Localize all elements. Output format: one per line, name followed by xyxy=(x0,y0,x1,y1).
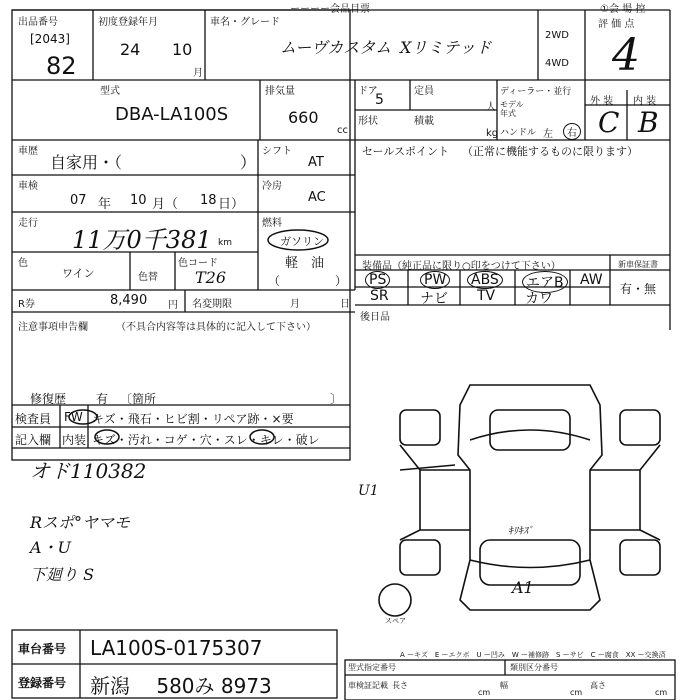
load-unit: kg xyxy=(486,128,499,139)
score-value: 4 xyxy=(612,30,640,81)
handle-label: ハンドル xyxy=(500,128,537,138)
equip-aw: AW xyxy=(580,272,603,288)
car-name-label: 車名・グレード xyxy=(210,17,280,28)
inspection-label: 車検 xyxy=(18,181,38,192)
type-no-label: 型式指定番号 xyxy=(348,663,396,672)
equip-ps: PS xyxy=(365,271,390,289)
spec-label: 車検証記載 xyxy=(348,681,388,690)
exterior-defects: キズ・飛石・ヒビ割・リペア跡・×要 xyxy=(92,412,294,426)
chassis-value: LA100S-0175307 xyxy=(90,636,263,660)
recycle-unit: 円 xyxy=(168,300,178,311)
inspection-day: 18 xyxy=(200,193,217,208)
car-grade: Xリミテッド xyxy=(400,38,492,57)
repair-value: 有 xyxy=(96,392,109,406)
lot-label: 出品番号 xyxy=(18,17,58,28)
dealer-label: ディーラー・並行 xyxy=(500,87,572,97)
mark-u1: U1 xyxy=(358,483,379,499)
name-change-label: 名変期限 xyxy=(192,299,232,310)
equip-airbag: エアB xyxy=(522,271,568,293)
first-reg-month: 10 xyxy=(172,40,193,59)
history-value: 自家用・（ xyxy=(50,153,123,172)
ac-value: AC xyxy=(308,190,326,205)
interior-check-label: 内装 xyxy=(62,433,87,447)
color-label: 色 xyxy=(18,258,28,269)
first-reg-label: 初度登録年月 xyxy=(98,17,158,28)
car-name: ムーヴカスタム xyxy=(280,38,392,57)
equip-pw: PW xyxy=(420,271,450,289)
chassis-label: 車台番号 xyxy=(18,642,67,656)
height-unit: cm xyxy=(655,688,668,697)
repair-bracket-open: 〔箇所 xyxy=(120,392,157,406)
hand-line2: A・U xyxy=(30,538,72,557)
inspector-label: 検査員 xyxy=(15,412,52,426)
first-reg-year: 24 xyxy=(120,40,141,59)
venue-label: ①会 場 控 xyxy=(600,4,646,15)
history-label: 車歴 xyxy=(18,146,38,157)
model-label: 型式 xyxy=(100,86,120,97)
equipment-label: 装備品（純正品に限り○印をつけて下さい） xyxy=(362,261,561,272)
load-label: 積載 xyxy=(414,116,434,127)
ac-label: 冷房 xyxy=(262,181,282,192)
mileage-value: 11万0千381 xyxy=(72,226,212,254)
fuel-diesel: 軽 油 xyxy=(285,256,325,271)
model-year-label: モデル xyxy=(500,100,524,109)
shift-value: AT xyxy=(308,155,324,170)
mark-kiri: ｷﾘｷｽﾞ xyxy=(508,526,533,537)
name-change-day-unit: 日 xyxy=(340,299,350,310)
color-value: ワイン xyxy=(62,267,95,280)
color-code-label: 色コード xyxy=(178,258,218,269)
registration-value: 新潟 580み 8973 xyxy=(90,674,272,698)
equip-tv: TV xyxy=(477,288,496,304)
width-unit: cm xyxy=(570,688,583,697)
damage-legend: A ーキズ E ーエクボ U ー凹み W ー補修跡 S ーサビ C ー腐食 XX ー交換済 xyxy=(400,651,666,659)
rear-seat-label: 後日品 xyxy=(360,312,390,323)
doors-value: 5 xyxy=(375,92,384,108)
repair-label: 修復歴 xyxy=(30,392,67,406)
capacity-label: 定員 xyxy=(414,86,434,97)
shape-label: 形状 xyxy=(358,116,378,127)
lot-code: [2043] xyxy=(30,32,70,46)
first-reg-month-unit: 月 xyxy=(193,68,203,79)
displacement-unit: cc xyxy=(337,125,348,136)
equip-navi: ナビ xyxy=(420,291,448,307)
equip-sr: SR xyxy=(370,288,389,304)
mark-a1: A1 xyxy=(512,578,534,597)
score-label: 評 価 点 xyxy=(598,19,635,30)
color-tint-label: 色替 xyxy=(138,272,158,283)
fuel-gasoline: ガソリン xyxy=(280,235,324,248)
name-change-unit: 月 xyxy=(290,299,300,310)
model-value: DBA-LA100S xyxy=(115,104,229,125)
mileage-label: 走行 xyxy=(18,218,38,229)
class-no-label: 類別区分番号 xyxy=(510,663,558,672)
registration-label: 登録番号 xyxy=(18,676,67,690)
sales-point-hint: （正常に機能するものに限ります） xyxy=(462,145,638,158)
fuel-other-close: ） xyxy=(335,274,348,288)
year-label: 年式 xyxy=(500,109,516,118)
doors-label: ドア xyxy=(358,86,378,97)
drive-4wd: 4WD xyxy=(545,58,569,69)
repair-bracket-close: 〕 xyxy=(330,392,343,406)
inspection-year: 07 xyxy=(70,193,87,208)
inspection-month: 10 xyxy=(130,193,147,208)
recycle-label: R券 xyxy=(18,299,35,310)
mileage-unit: km xyxy=(218,238,232,248)
equip-abs: ABS xyxy=(467,271,503,289)
color-code: T26 xyxy=(195,268,227,287)
form-title: ーーーー会品目票 xyxy=(290,4,370,15)
handle-right: 右 xyxy=(563,123,581,140)
notes-label: 注意事項申告欄 xyxy=(18,322,88,333)
notes-hint: （不具合内容等は具体的に記入して下さい） xyxy=(116,322,316,333)
recycle-value: 8,490 xyxy=(110,293,148,308)
width-label: 幅 xyxy=(500,681,508,690)
fuel-label: 燃料 xyxy=(262,218,282,229)
entry-label: 記入欄 xyxy=(15,433,52,447)
interior-defects: キズ・汚れ・コゲ・穴・スレ・キレ・破レ xyxy=(92,433,320,447)
equip-leather: カワ xyxy=(525,291,553,307)
inspection-month-unit: 月（ xyxy=(152,197,179,212)
hand-line1: Rスポ°ヤマモ xyxy=(30,513,131,532)
length-unit: cm xyxy=(478,688,491,697)
history-close: ） xyxy=(240,153,257,172)
warranty-value: 有・無 xyxy=(620,282,657,296)
displacement-value: 660 xyxy=(288,108,319,127)
capacity-unit: 人 xyxy=(486,102,496,113)
height-label: 高さ xyxy=(590,681,606,690)
sales-point-label: セールスポイント xyxy=(362,145,450,158)
interior-value: B xyxy=(638,106,659,139)
fuel-other-open: （ xyxy=(268,274,281,288)
exterior-label: 外 装 xyxy=(590,96,614,107)
displacement-label: 排気量 xyxy=(265,86,295,97)
lot-number: 82 xyxy=(46,52,77,80)
warranty-label: 新車保証書 xyxy=(618,260,658,269)
shift-label: シフト xyxy=(262,146,292,157)
fw-label: FW xyxy=(64,410,83,424)
hand-odo: オド110382 xyxy=(30,459,147,483)
hand-line3: 下廻り S xyxy=(30,565,95,584)
length-label: 長さ xyxy=(392,681,408,690)
interior-label: 内 装 xyxy=(633,96,657,107)
exterior-value: C xyxy=(598,106,620,139)
spare-label: スペア xyxy=(385,617,406,625)
inspection-year-unit: 年 xyxy=(98,197,112,212)
handle-left: 左 xyxy=(543,129,553,140)
drive-2wd: 2WD xyxy=(545,30,569,41)
inspection-day-unit: 日） xyxy=(218,197,245,212)
